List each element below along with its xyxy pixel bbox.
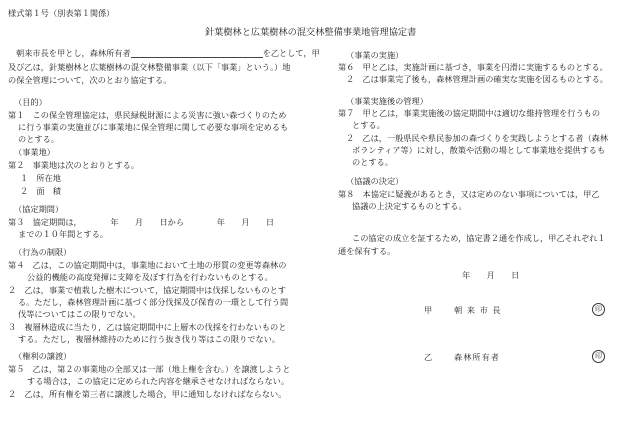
seal-otsu: 印 — [592, 350, 605, 363]
party-otsu-label: 乙 — [424, 352, 433, 362]
article-5-line: ２ 乙は，所有権を第三者に譲渡した場合，甲に通知しなければならない。 — [8, 389, 287, 399]
preamble-line-2: 及び乙は，針葉樹林と広葉樹林の混交林整備事業（以下「事業」という。）地 — [8, 62, 291, 72]
party-kou-name: 朝 来 市 長 — [454, 305, 502, 315]
article-4-line: る。ただし，森林管理計画に基づく部分伐採及び保育の一環として行う間 — [18, 297, 289, 307]
seal-kou: 印 — [592, 303, 605, 316]
signing-date: 年 月 日 — [462, 270, 520, 280]
article-1-line: のとする。 — [18, 134, 59, 144]
article-7-line: とする。 — [352, 120, 385, 130]
article-1-line: に行う事業の実施並びに事業地に保全管理に関して必要な事項を定めるも — [18, 122, 289, 132]
article-1-line: 第１ この保全管理協定は，県民緑税財源による災害に強い森づくりのため — [8, 110, 287, 120]
article-7-line: のとする。 — [352, 157, 393, 167]
article-4-line: ３ 複層林造成に当たり，乙は協定期間中に上層木の伐採を行わないものと — [8, 322, 287, 332]
article-8-line: 協議の上決定するものとする。 — [352, 201, 467, 211]
preamble-line-3: の保全管理について，次のとおり協定する。 — [8, 75, 172, 85]
heading-purpose: （目的） — [14, 97, 47, 107]
preamble-text-b: を乙として，甲 — [262, 48, 320, 58]
heading-period: （協定期間） — [14, 204, 64, 214]
article-6-line: ２ 乙は事業完了後も，森林管理計画の確実な実施を図るものとする。 — [346, 74, 609, 84]
heading-site: （事業地） — [14, 147, 55, 157]
article-4-line: ２ 乙は，事業で植栽した樹木について，協定期間中は伐採しないものとす — [8, 285, 287, 295]
party-otsu-name: 森林所有者 — [454, 352, 500, 362]
article-4-line: する。ただし，複層林維持のために行う抜き伐り等はこの限りでない。 — [18, 334, 281, 344]
closing-line: 通を保有する。 — [338, 246, 396, 256]
party-kou-label: 甲 — [424, 305, 433, 315]
article-2-line: 第２ 事業地は次のとおりとする。 — [8, 160, 140, 170]
article-7-line: ２ 乙は，一般県民や県民参加の森づくりを実践しようとする者（森林 — [346, 133, 609, 143]
article-3-line: までの１０年間とする。 — [18, 229, 109, 239]
preamble-text-a: 朝来市長を甲とし，森林所有者 — [16, 48, 131, 58]
article-3-line: 第３ 協定期間は， 年 月 日から 年 月 日 — [8, 217, 275, 227]
heading-implementation: （事業の実施） — [346, 50, 404, 60]
article-7-line: ボランティア等）に対し，散策や活動の場として事業地を提供するも — [352, 145, 606, 155]
article-4-line: 公益的機能の高度発揮に支障を及ぼす行為を行わないものとする。 — [27, 272, 273, 282]
article-6-line: 第６ 甲と乙は，実施計画に基づき，事業を円滑に実施するものとする。 — [338, 62, 608, 72]
article-2-line: １ 所在地 — [20, 173, 61, 183]
article-4-line: 第４ 乙は，この協定期間中は，事業地において土地の形質の変更等森林の — [8, 260, 287, 270]
article-8-line: 第８ 本協定に疑義があるとき，又は定めのない事項については，甲乙 — [338, 189, 600, 199]
heading-transfer: （権利の譲渡） — [14, 351, 72, 361]
article-4-line: 伐等についてはこの限りでない。 — [18, 309, 141, 319]
closing-line: この協定の成立を証するため，協定書２通を作成し，甲乙それぞれ１ — [352, 233, 606, 243]
owner-name-field[interactable] — [131, 48, 263, 58]
article-5-line: 第５ 乙は，第２の事業地の全部又は一部（地上権を含む。）を譲渡しようと — [8, 364, 291, 374]
form-label: 様式第１号（別表第１関係） — [8, 8, 115, 18]
heading-post-management: （事業実施後の管理） — [346, 96, 428, 106]
document-title: 針葉樹林と広葉樹林の混交林整備事業地管理協定書 — [205, 27, 417, 38]
preamble-line-1 — [8, 48, 320, 58]
article-5-line: する場合は，この協定に定められた内容を継承させなければならない。 — [27, 376, 290, 386]
article-7-line: 第７ 甲と乙は，事業実施後の協定期間中は適切な維持管理を行うもの — [338, 108, 601, 118]
heading-consultation: （協議の決定） — [346, 176, 404, 186]
article-2-line: ２ 面 積 — [20, 186, 61, 196]
heading-restrictions: （行為の制限） — [14, 247, 72, 257]
